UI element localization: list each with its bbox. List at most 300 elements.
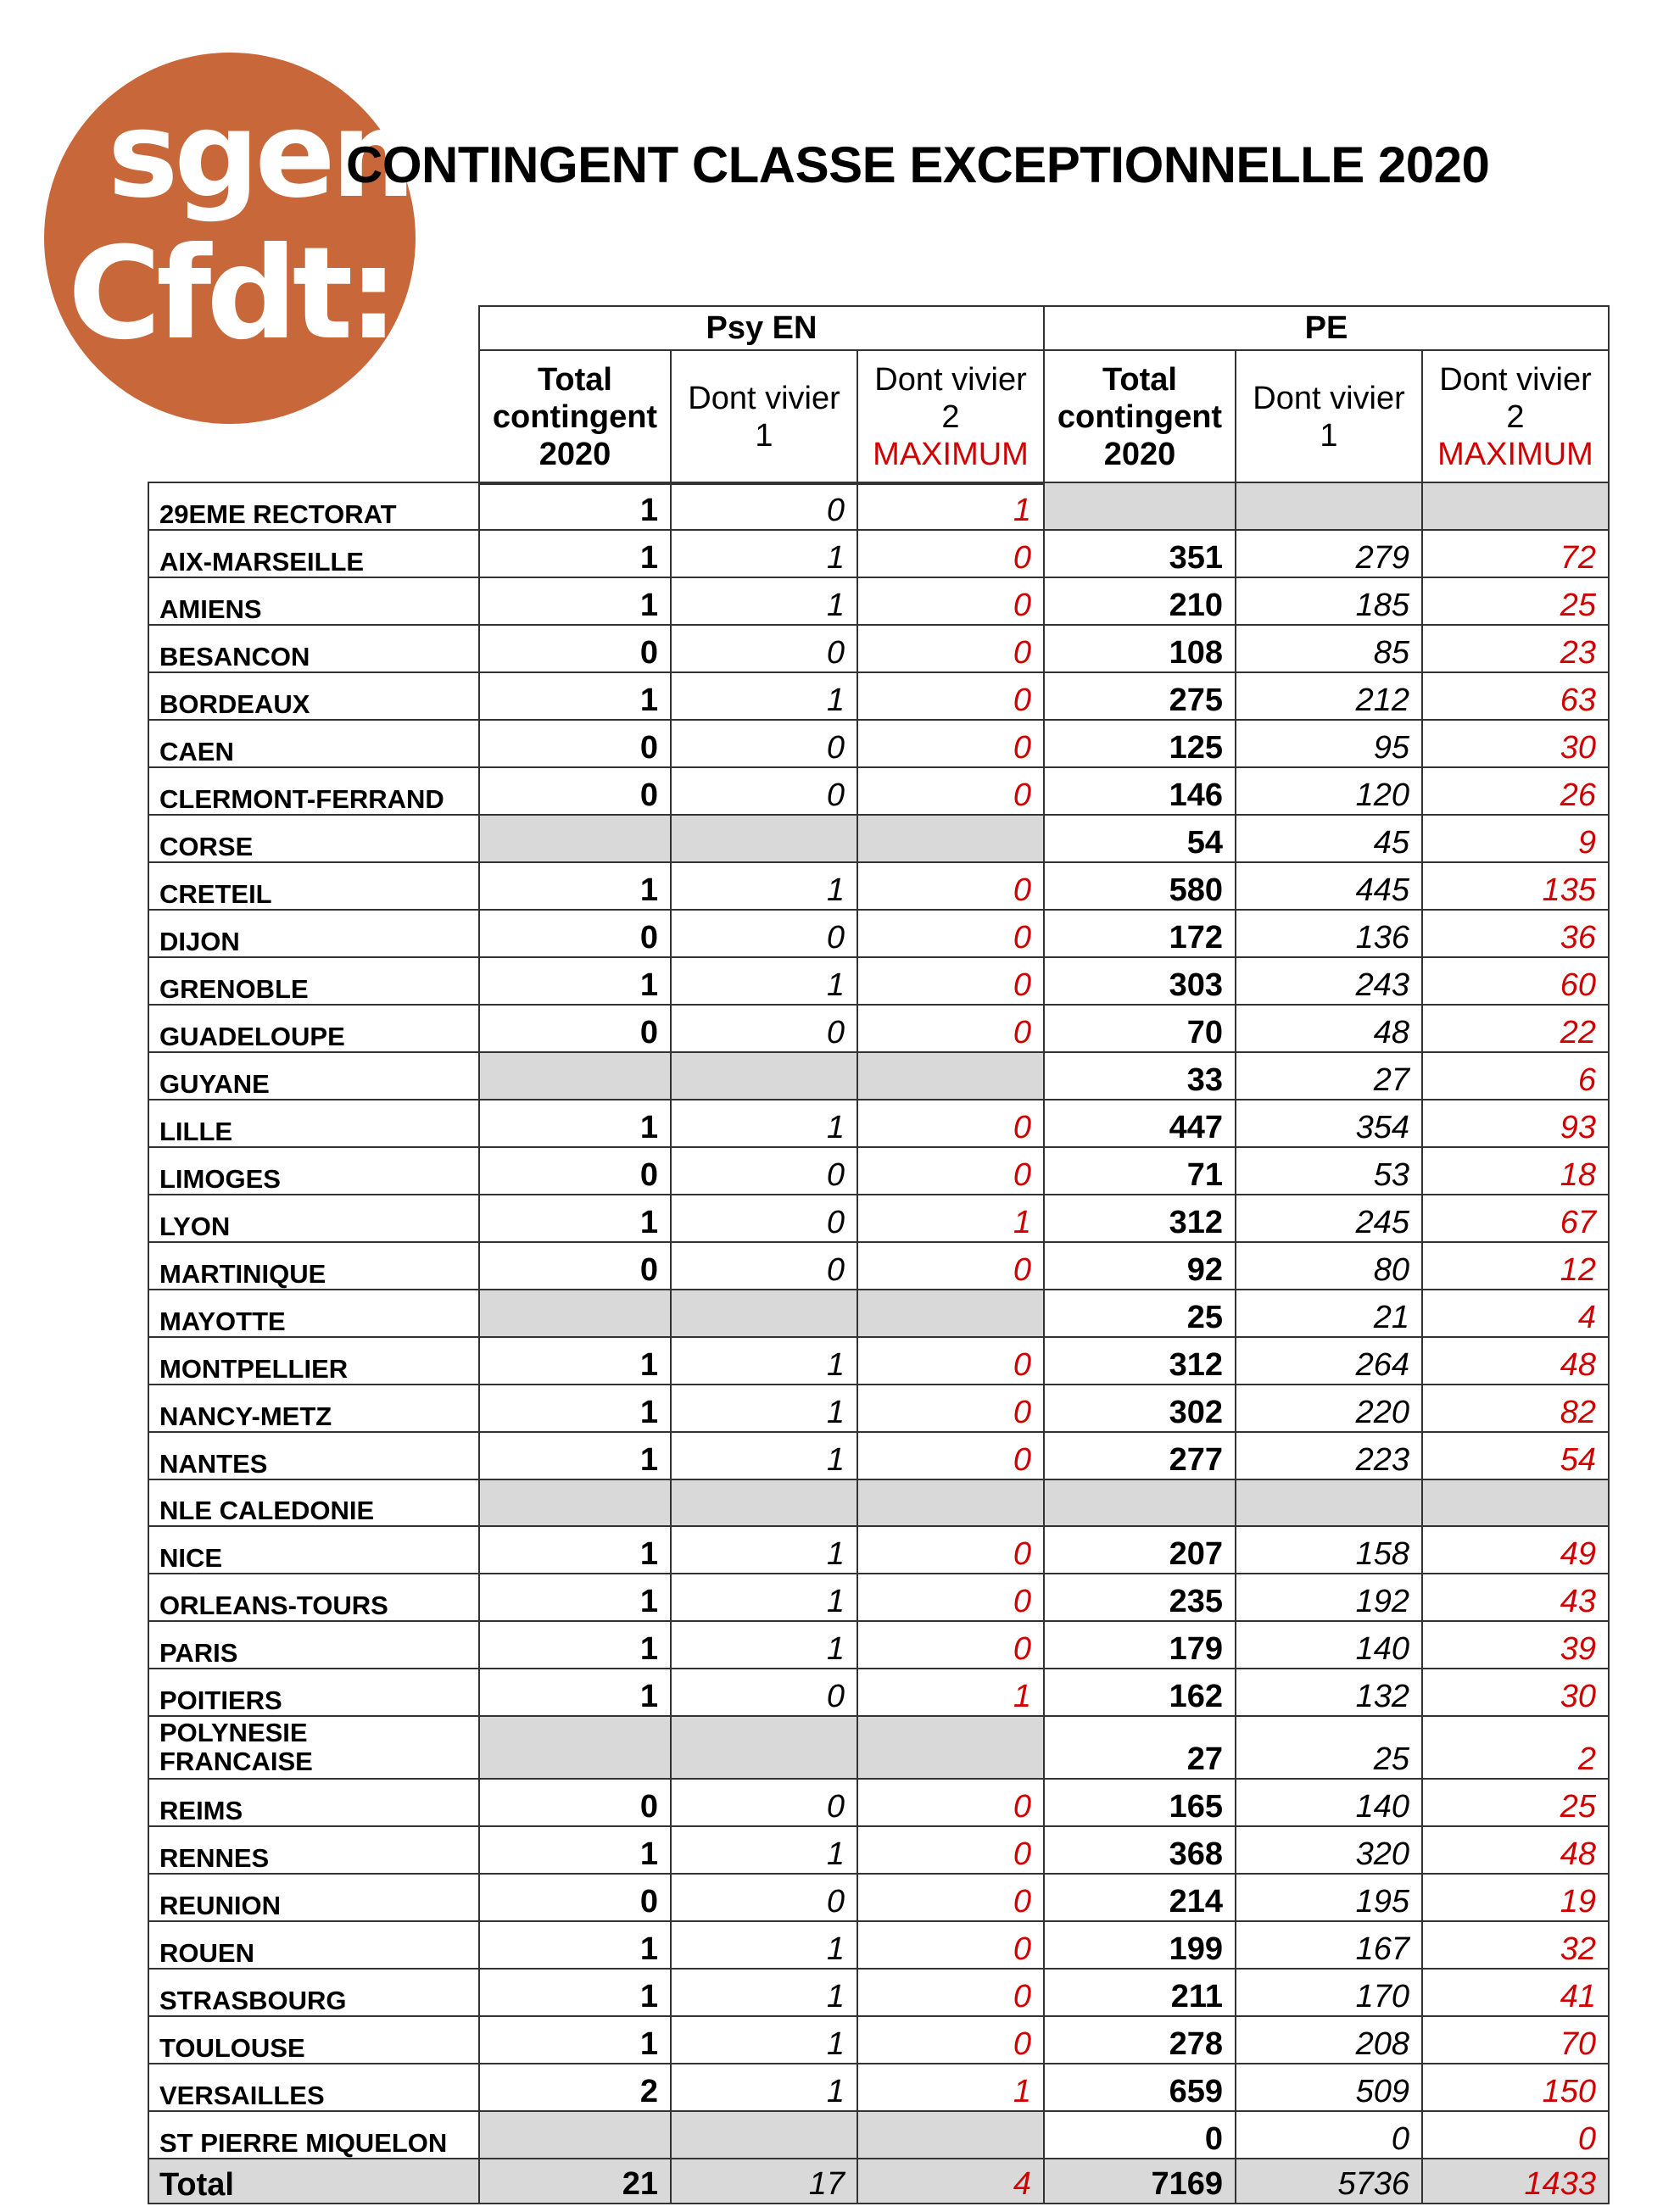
pe-vivier1-cell: 185 [1236,577,1422,625]
psy-vivier2-cell: 0 [857,1969,1044,2016]
psy-total-cell: 0 [479,1779,671,1826]
pe-vivier2-cell: 70 [1422,2016,1609,2064]
pe-vivier2-cell: 48 [1422,1826,1609,1874]
psy-vivier1-cell: 0 [671,1147,857,1195]
empty-cell [671,1290,857,1337]
pe-vivier2-cell: 18 [1422,1147,1609,1195]
contingent-table [148,482,1610,2204]
table-row [148,910,1609,957]
academie-name: AIX-MARSEILLE [148,530,479,577]
pe-total-cell: 92 [1044,1242,1236,1290]
psy-total-cell: 1 [479,1337,671,1385]
psy-total-cell: 1 [479,1195,671,1242]
psy-vivier2-cell: 0 [857,767,1044,815]
academie-name: TOULOUSE [148,2016,479,2064]
pe-vivier2-cell: 43 [1422,1574,1609,1621]
psy-vivier2-cell: 0 [857,1621,1044,1669]
pe-vivier1-cell: 158 [1236,1526,1422,1574]
pe-vivier2-cell: 22 [1422,1005,1609,1052]
psy-vivier1-cell: 0 [671,625,857,672]
pe-total-cell: 211 [1044,1969,1236,2016]
pe-vivier1-cell: 212 [1236,672,1422,720]
table-row [148,1621,1609,1669]
pe-vivier2-cell: 2 [1422,1716,1609,1779]
pe-total-cell: 207 [1044,1526,1236,1574]
pe-total-cell: 278 [1044,2016,1236,2064]
pe-vivier1-cell: 120 [1236,767,1422,815]
academie-name: BESANCON [148,625,479,672]
academie-name: CLERMONT-FERRAND [148,767,479,815]
academie-name: 29EME RECTORAT [148,482,479,530]
psy-vivier2-cell: 0 [857,1432,1044,1479]
pe-vivier1-cell: 140 [1236,1779,1422,1826]
psy-total-cell: 1 [479,1969,671,2016]
empty-cell [1422,1479,1609,1526]
pe-total-cell: 277 [1044,1432,1236,1479]
pe-vivier1-cell: 264 [1236,1337,1422,1385]
pe-vivier1-cell: 45 [1236,815,1422,862]
pe-vivier2-cell: 41 [1422,1969,1609,2016]
pe-total-cell: 235 [1044,1574,1236,1621]
academie-name: Total [148,2159,479,2204]
psy-vivier1-cell: 1 [671,1969,857,2016]
academie-name: VERSAILLES [148,2064,479,2111]
table-row [148,482,1609,530]
psy-total-cell: 1 [479,1432,671,1479]
academie-name: CRETEIL [148,862,479,910]
psy-total-cell: 0 [479,767,671,815]
pe-vivier2-cell: 4 [1422,1290,1609,1337]
academie-name: REIMS [148,1779,479,1826]
psy-vivier1-cell: 17 [671,2159,857,2204]
pe-vivier2-cell: 49 [1422,1526,1609,1574]
psy-vivier2-cell: 4 [857,2159,1044,2204]
pe-vivier2-cell: 72 [1422,530,1609,577]
pe-total-cell: 199 [1044,1921,1236,1969]
table-row [148,1526,1609,1574]
pe-vivier1-cell: 208 [1236,2016,1422,2064]
pe-total-cell: 447 [1044,1100,1236,1147]
table-row [148,1242,1609,1290]
pe-vivier1-cell: 223 [1236,1432,1422,1479]
pe-vivier2-cell: 63 [1422,672,1609,720]
table-row [148,1385,1609,1432]
pe-vivier1-cell: 220 [1236,1385,1422,1432]
pe-total-cell: 25 [1044,1290,1236,1337]
pe-total-cell: 312 [1044,1195,1236,1242]
pe-total-cell: 33 [1044,1052,1236,1100]
psy-total-cell: 1 [479,672,671,720]
empty-cell [479,1290,671,1337]
academie-name: ORLEANS-TOURS [148,1574,479,1621]
academie-name: RENNES [148,1826,479,1874]
psy-total-cell: 0 [479,1874,671,1921]
pe-total-cell: 210 [1044,577,1236,625]
academie-name: PARIS [148,1621,479,1669]
pe-vivier1-cell: 80 [1236,1242,1422,1290]
pe-vivier2-cell: 93 [1422,1100,1609,1147]
table-row [148,1969,1609,2016]
empty-cell [671,1052,857,1100]
pe-vivier2-cell: 19 [1422,1874,1609,1921]
psy-vivier1-cell: 1 [671,862,857,910]
pe-total-cell: 108 [1044,625,1236,672]
academie-name: GRENOBLE [148,957,479,1005]
pe-vivier1-cell: 279 [1236,530,1422,577]
empty-cell [1044,1479,1236,1526]
psy-total-cell: 0 [479,910,671,957]
table-row [148,530,1609,577]
pe-vivier1-cell: 445 [1236,862,1422,910]
empty-cell [1044,482,1236,530]
empty-cell [671,2111,857,2159]
psy-total-cell: 1 [479,1826,671,1874]
psy-vivier1-cell: 1 [671,1574,857,1621]
pe-vivier1-cell: 21 [1236,1290,1422,1337]
table-row [148,957,1609,1005]
psy-vivier2-cell: 0 [857,957,1044,1005]
academie-name: MONTPELLIER [148,1337,479,1385]
pe-total-cell: 275 [1044,672,1236,720]
psy-vivier2-cell: 0 [857,2016,1044,2064]
psy-total-cell: 0 [479,1005,671,1052]
table-row [148,815,1609,862]
psy-vivier2-cell: 0 [857,1574,1044,1621]
psy-vivier1-cell: 0 [671,1779,857,1826]
table-row [148,767,1609,815]
pe-vivier1-cell: 167 [1236,1921,1422,1969]
empty-cell [1236,482,1422,530]
psy-vivier2-cell: 0 [857,1385,1044,1432]
pe-total-cell: 580 [1044,862,1236,910]
psy-vivier2-cell: 0 [857,910,1044,957]
psy-vivier1-cell: 1 [671,957,857,1005]
empty-cell [671,1479,857,1526]
psy-vivier1-cell: 1 [671,1921,857,1969]
logo-line-2: Cfdt: [68,220,394,368]
pe-total-cell: 71 [1044,1147,1236,1195]
academie-name: NANCY-METZ [148,1385,479,1432]
academie-name: DIJON [148,910,479,957]
psy-vivier2-cell: 1 [857,482,1044,530]
pe-vivier1-cell: 53 [1236,1147,1422,1195]
empty-cell [479,1479,671,1526]
pe-total-cell: 172 [1044,910,1236,957]
col-header-pe-vivier2: Dont vivier 2 MAXIMUM [1422,350,1609,484]
psy-total-cell: 2 [479,2064,671,2111]
psy-vivier1-cell: 1 [671,577,857,625]
table-row [148,577,1609,625]
pe-vivier2-cell: 12 [1422,1242,1609,1290]
psy-vivier1-cell: 0 [671,1874,857,1921]
pe-vivier2-cell: 32 [1422,1921,1609,1969]
psy-vivier1-cell: 1 [671,1385,857,1432]
table-row [148,1432,1609,1479]
pe-vivier1-cell: 320 [1236,1826,1422,1874]
table-row [148,1147,1609,1195]
pe-vivier2-cell: 82 [1422,1385,1609,1432]
psy-vivier1-cell: 1 [671,1621,857,1669]
table-row [148,1826,1609,1874]
pe-vivier2-cell: 23 [1422,625,1609,672]
psy-total-cell: 1 [479,2016,671,2064]
pe-vivier1-cell: 132 [1236,1669,1422,1716]
pe-total-cell: 125 [1044,720,1236,767]
psy-vivier1-cell: 0 [671,1669,857,1716]
table-row [148,1779,1609,1826]
empty-cell [857,1052,1044,1100]
pe-vivier2-cell: 9 [1422,815,1609,862]
psy-vivier1-cell: 1 [671,530,857,577]
pe-total-cell: 146 [1044,767,1236,815]
psy-vivier1-cell: 1 [671,1526,857,1574]
pe-vivier2-cell: 25 [1422,577,1609,625]
pe-vivier2-cell: 39 [1422,1621,1609,1669]
psy-vivier1-cell: 0 [671,1242,857,1290]
academie-name: POLYNESIE FRANCAISE [148,1716,479,1779]
total-row [148,2159,1609,2204]
psy-vivier1-cell: 0 [671,910,857,957]
psy-vivier2-cell: 0 [857,862,1044,910]
pe-vivier1-cell: 85 [1236,625,1422,672]
psy-total-cell: 0 [479,1147,671,1195]
pe-vivier1-cell: 509 [1236,2064,1422,2111]
pe-vivier2-cell: 48 [1422,1337,1609,1385]
pe-vivier2-cell: 25 [1422,1779,1609,1826]
psy-vivier1-cell: 1 [671,2016,857,2064]
psy-vivier2-cell: 0 [857,625,1044,672]
psy-vivier2-cell: 0 [857,1779,1044,1826]
psy-total-cell: 21 [479,2159,671,2204]
academie-name: BORDEAUX [148,672,479,720]
logo-line-1: sgen [108,86,412,225]
sgen-cfdt-logo [44,53,416,424]
academie-name: CAEN [148,720,479,767]
psy-vivier2-cell: 0 [857,1337,1044,1385]
psy-vivier2-cell: 1 [857,2064,1044,2111]
psy-vivier1-cell: 1 [671,1100,857,1147]
psy-vivier2-cell: 0 [857,1147,1044,1195]
psy-total-cell: 1 [479,1100,671,1147]
empty-cell [671,815,857,862]
empty-cell [857,1716,1044,1779]
table-row [148,2111,1609,2159]
pe-vivier1-cell: 0 [1236,2111,1422,2159]
table-row [148,672,1609,720]
academie-name: ST PIERRE MIQUELON [148,2111,479,2159]
pe-vivier2-cell: 36 [1422,910,1609,957]
table-row [148,1574,1609,1621]
pe-total-cell: 162 [1044,1669,1236,1716]
academie-name: LYON [148,1195,479,1242]
psy-vivier1-cell: 1 [671,1337,857,1385]
pe-total-cell: 27 [1044,1716,1236,1779]
psy-total-cell: 1 [479,1621,671,1669]
psy-vivier2-cell: 0 [857,1005,1044,1052]
academie-name: ROUEN [148,1921,479,1969]
pe-vivier1-cell: 27 [1236,1052,1422,1100]
col-header-pe-vivier1: Dont vivier 1 [1236,350,1422,484]
psy-vivier2-cell: 0 [857,720,1044,767]
academie-name: MARTINIQUE [148,1242,479,1290]
empty-cell [857,2111,1044,2159]
psy-total-cell: 1 [479,1574,671,1621]
academie-name: REUNION [148,1874,479,1921]
pe-total-cell: 54 [1044,815,1236,862]
psy-total-cell: 1 [479,957,671,1005]
psy-vivier2-cell: 0 [857,1826,1044,1874]
pe-total-cell: 351 [1044,530,1236,577]
empty-cell [479,815,671,862]
pe-vivier2-cell: 0 [1422,2111,1609,2159]
group-header-pe: PE [1044,306,1609,350]
table-row [148,1716,1609,1779]
pe-vivier2-cell: 26 [1422,767,1609,815]
page-title: CONTINGENT CLASSE EXCEPTIONNELLE 2020 [346,137,1490,193]
empty-cell [479,1052,671,1100]
empty-cell [1422,482,1609,530]
table-row [148,720,1609,767]
psy-vivier1-cell: 1 [671,1826,857,1874]
pe-vivier1-cell: 195 [1236,1874,1422,1921]
academie-name: CORSE [148,815,479,862]
psy-vivier2-cell: 0 [857,672,1044,720]
psy-vivier1-cell: 0 [671,1195,857,1242]
col-header-psy-vivier1: Dont vivier 1 [671,350,857,484]
academie-name: MAYOTTE [148,1290,479,1337]
empty-cell [479,1716,671,1779]
psy-vivier2-cell: 0 [857,1526,1044,1574]
empty-cell [479,2111,671,2159]
pe-vivier1-cell: 140 [1236,1621,1422,1669]
column-header-table [478,305,1610,485]
psy-total-cell: 1 [479,1921,671,1969]
psy-vivier2-cell: 0 [857,1874,1044,1921]
psy-total-cell: 0 [479,1242,671,1290]
pe-total-cell: 165 [1044,1779,1236,1826]
empty-cell [1236,1479,1422,1526]
psy-vivier1-cell: 0 [671,1005,857,1052]
academie-name: AMIENS [148,577,479,625]
pe-total-cell: 7169 [1044,2159,1236,2204]
table-row [148,1479,1609,1526]
pe-total-cell: 70 [1044,1005,1236,1052]
psy-vivier1-cell: 0 [671,482,857,530]
pe-total-cell: 179 [1044,1621,1236,1669]
psy-total-cell: 1 [479,530,671,577]
psy-vivier1-cell: 1 [671,2064,857,2111]
pe-vivier1-cell: 25 [1236,1716,1422,1779]
pe-vivier2-cell: 150 [1422,2064,1609,2111]
pe-total-cell: 659 [1044,2064,1236,2111]
pe-vivier2-cell: 60 [1422,957,1609,1005]
pe-vivier2-cell: 6 [1422,1052,1609,1100]
academie-name: LIMOGES [148,1147,479,1195]
psy-vivier2-cell: 1 [857,1669,1044,1716]
psy-total-cell: 0 [479,720,671,767]
table-row [148,2064,1609,2111]
academie-name: GUYANE [148,1052,479,1100]
pe-vivier1-cell: 5736 [1236,2159,1422,2204]
empty-cell [671,1716,857,1779]
psy-vivier2-cell: 0 [857,1100,1044,1147]
pe-vivier1-cell: 95 [1236,720,1422,767]
pe-vivier2-cell: 30 [1422,1669,1609,1716]
academie-name: STRASBOURG [148,1969,479,2016]
col-header-psy-vivier2: Dont vivier 2 MAXIMUM [857,350,1044,484]
table-row [148,625,1609,672]
academie-name: NLE CALEDONIE [148,1479,479,1526]
psy-total-cell: 0 [479,625,671,672]
pe-vivier2-cell: 67 [1422,1195,1609,1242]
pe-total-cell: 302 [1044,1385,1236,1432]
table-row [148,862,1609,910]
table-row [148,1005,1609,1052]
empty-cell [857,1479,1044,1526]
group-header-psy-en: Psy EN [479,306,1044,350]
table-row [148,1100,1609,1147]
psy-vivier1-cell: 0 [671,767,857,815]
col-header-pe-total: Total contingent 2020 [1044,350,1236,484]
pe-vivier2-cell: 135 [1422,862,1609,910]
academie-name: LILLE [148,1100,479,1147]
pe-vivier1-cell: 192 [1236,1574,1422,1621]
table-row [148,1669,1609,1716]
empty-cell [857,1290,1044,1337]
pe-vivier2-cell: 54 [1422,1432,1609,1479]
pe-vivier2-cell: 30 [1422,720,1609,767]
psy-vivier2-cell: 0 [857,1242,1044,1290]
psy-vivier2-cell: 0 [857,1921,1044,1969]
pe-total-cell: 0 [1044,2111,1236,2159]
empty-cell [857,815,1044,862]
table-row [148,1290,1609,1337]
psy-vivier2-cell: 1 [857,1195,1044,1242]
pe-vivier1-cell: 354 [1236,1100,1422,1147]
col-header-psy-total: Total contingent 2020 [479,350,671,484]
table-row [148,2016,1609,2064]
academie-name: GUADELOUPE [148,1005,479,1052]
psy-total-cell: 1 [479,1669,671,1716]
pe-total-cell: 312 [1044,1337,1236,1385]
psy-vivier2-cell: 0 [857,577,1044,625]
psy-vivier1-cell: 0 [671,720,857,767]
academie-name: NANTES [148,1432,479,1479]
pe-vivier1-cell: 170 [1236,1969,1422,2016]
psy-total-cell: 1 [479,1385,671,1432]
table-row [148,1195,1609,1242]
pe-vivier1-cell: 48 [1236,1005,1422,1052]
psy-total-cell: 1 [479,482,671,530]
table-row [148,1921,1609,1969]
psy-vivier2-cell: 0 [857,530,1044,577]
table-row [148,1052,1609,1100]
pe-total-cell: 214 [1044,1874,1236,1921]
psy-vivier1-cell: 1 [671,1432,857,1479]
pe-total-cell: 368 [1044,1826,1236,1874]
psy-total-cell: 1 [479,1526,671,1574]
pe-vivier1-cell: 243 [1236,957,1422,1005]
pe-total-cell: 303 [1044,957,1236,1005]
psy-vivier1-cell: 1 [671,672,857,720]
psy-total-cell: 1 [479,577,671,625]
table-row [148,1337,1609,1385]
pe-vivier1-cell: 245 [1236,1195,1422,1242]
academie-name: POITIERS [148,1669,479,1716]
table-row [148,1874,1609,1921]
academie-name: NICE [148,1526,479,1574]
pe-vivier1-cell: 136 [1236,910,1422,957]
